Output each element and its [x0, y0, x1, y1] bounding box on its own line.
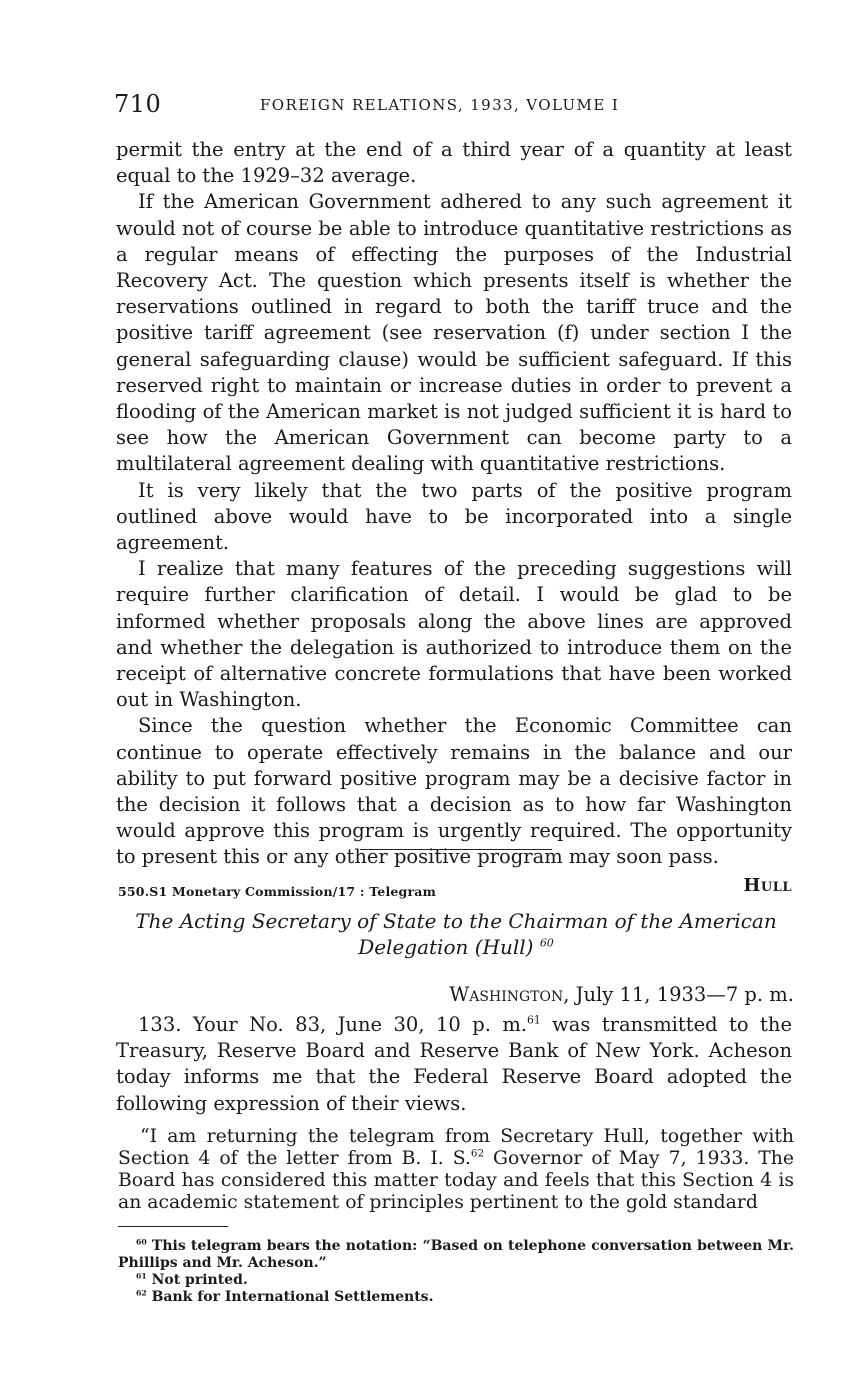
paragraph: [116, 1012, 792, 1117]
telegram-body: [116, 1012, 792, 1117]
footnote: [118, 1289, 794, 1306]
footnote-mark: 62: [136, 1288, 147, 1298]
footnote: [118, 1238, 794, 1272]
signature: Hull: [743, 874, 792, 896]
paragraph-start: 133. Your No. 83, June 30, 10 p. m.: [138, 1013, 528, 1036]
quote-start: “I am returning the telegram from Secretary Hull, together with Section 4 of the letter from B. I. S.: [118, 1126, 794, 1169]
footnote-text: This telegram bears the notation: “Based on telephone conversation between Mr. Phillips and Mr. Acheson.”: [118, 1238, 794, 1271]
footnote-divider: [118, 1226, 228, 1227]
page-header: [114, 90, 794, 120]
footnote-mark: 61: [136, 1271, 147, 1281]
dateline-time: July 11, 1933—7 p. m.: [575, 983, 794, 1006]
footnote-ref: 60: [539, 936, 554, 950]
dateline-place: Washington,: [449, 983, 570, 1006]
footnotes: [118, 1238, 794, 1306]
section-divider: [360, 849, 552, 850]
file-reference: 550.S1 Monetary Commission/17 : Telegram: [118, 884, 436, 899]
paragraph: Since the question whether the Economic Committee can continue to operate effectively remains in the balance and our ability to put forward positive program may be a decisive factor in the decision it follows that a decision as to how far Washington would approve this program is urgently required. The opportunity to present this or any other positive program may soon pass.: [116, 714, 792, 869]
page-number: 710: [114, 90, 162, 118]
footnote-mark: 60: [136, 1237, 147, 1247]
paragraph: [118, 1126, 794, 1214]
paragraph-end: was transmitted to the Treasury, Reserve Board and Reserve Bank of New York. Acheson today informs me that the Federal Reserve Board adopted the following expression of their views.: [116, 1013, 792, 1115]
footnote-text: Not printed.: [146, 1272, 248, 1288]
quoted-statement: [118, 1126, 794, 1214]
body-text: [116, 137, 792, 899]
footnote-text: Bank for International Settlements.: [146, 1289, 434, 1305]
paragraph: I realize that many features of the preceding suggestions will require further clarification of detail. I would be glad to be informed whether proposals along the above lines are approved and whether the delegation is authorized to introduce them on the receipt of alternative concrete formulations that have been worked out in Washington.: [116, 557, 792, 712]
paragraph: If the American Government adhered to any such agreement it would not of course be able to introduce quantitative restrictions as a regular means of effecting the purposes of the Industrial Recovery Act. The question which presents itself is whether the reservations outlined in regard to both the tariff truce and the positive tariff agreement (see reservation (f) under section I the general safeguarding clause) would be sufficient safeguard. If this reserved right to maintain or increase duties in order to prevent a flooding of the American market is not judged sufficient it is hard to see how the American Government can become party to a multilateral agreement dealing with quantitative restrictions.: [116, 190, 792, 476]
paragraph: permit the entry at the end of a third year of a quantity at least equal to the 1929–32 average.: [116, 138, 792, 188]
paragraph: It is very likely that the two parts of the positive program outlined above would have to be incorporated into a single agreement.: [116, 478, 792, 555]
footnote: [118, 1272, 794, 1289]
running-head: FOREIGN RELATIONS, 1933, VOLUME I: [260, 96, 620, 114]
footnote-ref: 62: [470, 1147, 485, 1160]
document-title-text: The Acting Secretary of State to the Chairman of the American Delegation (Hull): [135, 909, 777, 959]
document-title: [118, 908, 794, 960]
dateline: [118, 983, 794, 1006]
quote-end: Governor of May 7, 1933. The Board has considered this matter today and feels that this Section 4 is an academic statement of principles pertinent to the gold standard: [118, 1148, 794, 1213]
footnote-ref: 61: [527, 1013, 541, 1027]
